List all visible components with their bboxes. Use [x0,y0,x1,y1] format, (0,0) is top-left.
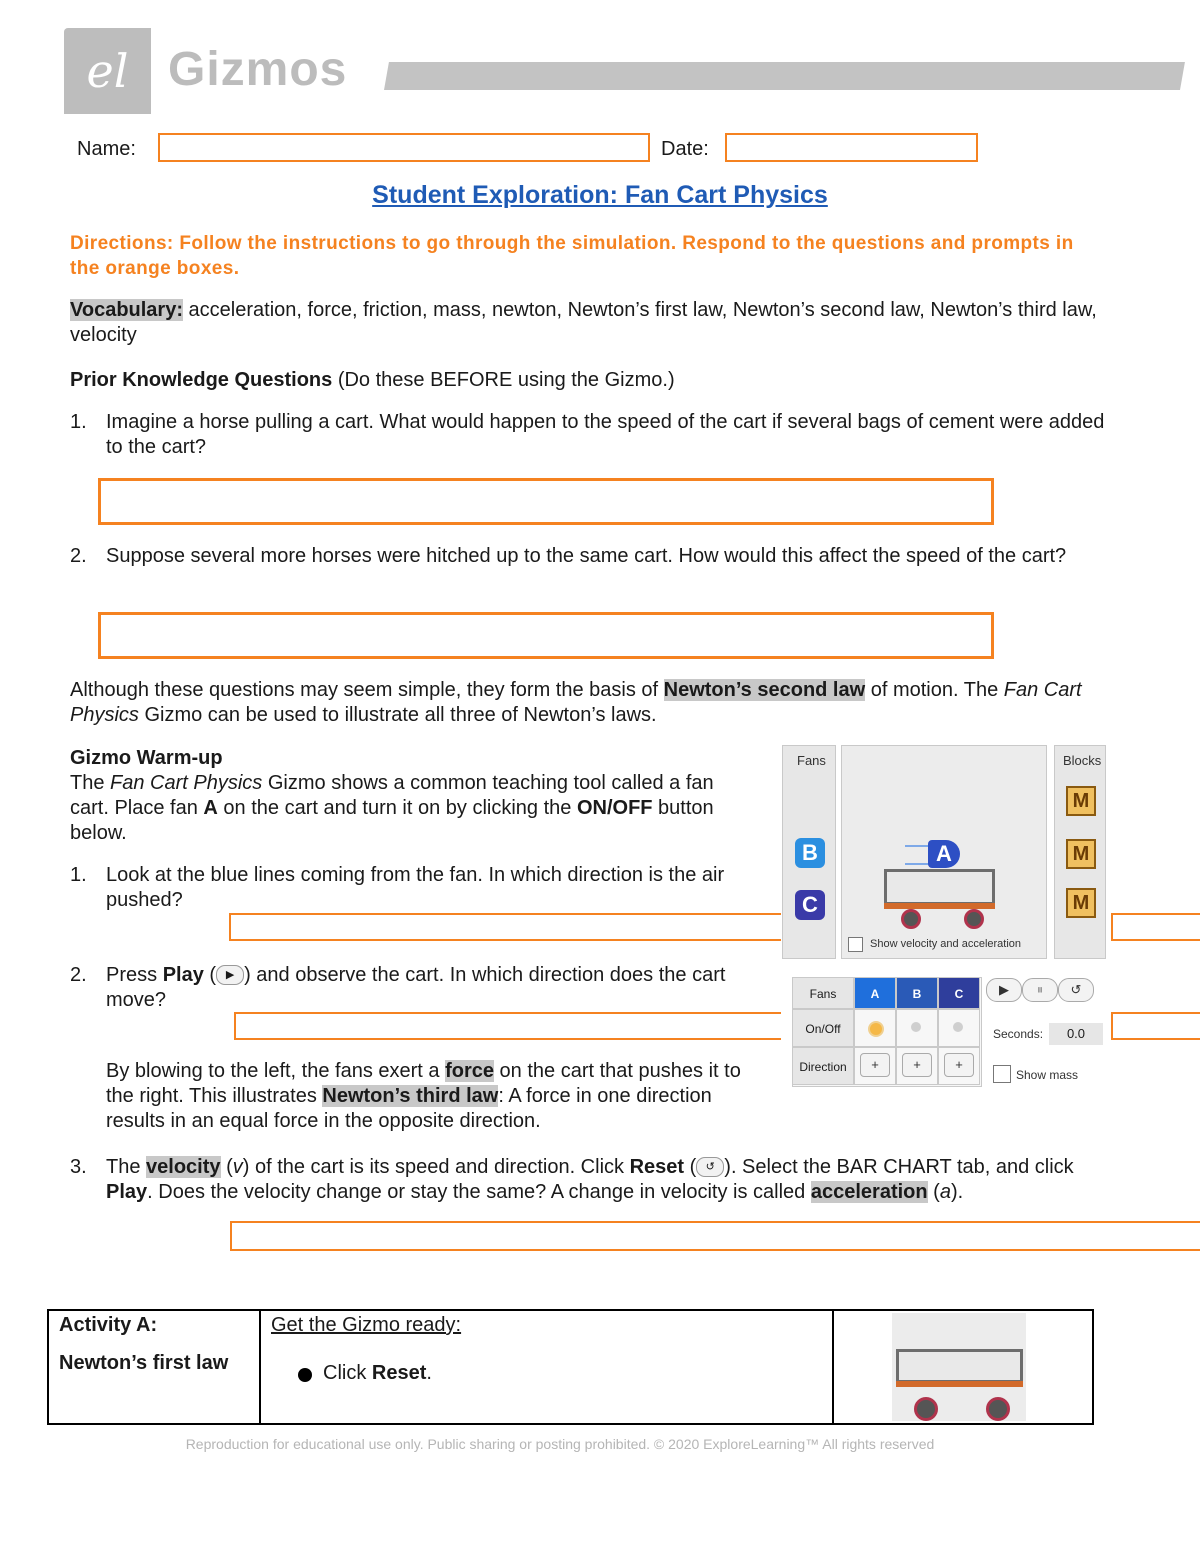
fan-b-direction-button[interactable]: + [902,1053,932,1077]
warmup-question-3: The velocity (v) of the cart is its speed and direction. Click Reset ( ↺ ). Select the BAR CHART tab, and click Play. Does the velocity change or stay the same? A change in velocity is called acceleration (a). [106,1156,1074,1203]
prior-question-2: Suppose several more horses were hitched up to the same cart. How would this affect the speed of the cart? [106,545,1067,567]
cart-thumbnail-wheel [986,1397,1010,1421]
prior-question-1: Imagine a horse pulling a cart. What would happen to the speed of the cart if several bags of cement were added to the cart? [106,411,1105,458]
question-number: 2. [70,964,87,986]
mass-block-icon[interactable]: M [1066,839,1096,869]
answer-box-warmup-2[interactable] [234,1012,781,1040]
name-field[interactable] [158,133,650,162]
fan-a-icon: A [928,840,960,868]
answer-box-warmup-2-continued[interactable] [1111,1012,1200,1040]
answer-box-warmup-3[interactable] [230,1221,1200,1251]
reset-button[interactable]: ↺ [1058,978,1094,1002]
question-number: 1. [70,411,87,433]
cart-base [884,903,995,909]
cart-thumbnail-wheel [914,1397,938,1421]
cart-wheel [964,909,984,929]
vocabulary-label: Vocabulary: [70,299,183,321]
gizmos-logo-text: Gizmos [168,43,348,96]
controls-fan-c-column: C [938,977,980,1009]
vocabulary-terms: acceleration, force, friction, mass, newton, Newton’s first law, Newton’s second law, Newton’s third law, velocity [70,299,1097,346]
cart-wheel [901,909,921,929]
controls-direction-row-label: Direction [792,1047,854,1085]
controls-onoff-row-label: On/Off [792,1009,854,1047]
prior-knowledge-title: Prior Knowledge Questions [70,369,333,391]
controls-fans-header: Fans [792,977,854,1009]
answer-box-warmup-1[interactable] [229,913,781,941]
fan-c-onoff-button[interactable] [953,1022,963,1032]
seconds-display: 0.0 [1049,1023,1103,1045]
mass-block-icon[interactable]: M [1066,786,1096,816]
worksheet-title: Student Exploration: Fan Cart Physics [372,181,828,209]
fan-c-direction-button[interactable]: + [944,1053,974,1077]
get-ready-heading: Get the Gizmo ready: [271,1314,462,1336]
vocabulary-paragraph [70,298,1120,348]
explorelearning-logo-icon: el [86,44,129,98]
warmup-question-2: Press Play ( ▶ ) and observe the cart. In which direction does the cart move? [106,964,726,1011]
fan-a-onoff-button[interactable] [868,1021,884,1037]
prior-knowledge-note: (Do these BEFORE using the Gizmo.) [332,369,675,391]
third-law-paragraph: By blowing to the left, the fans exert a force on the cart that pushes it to the right. This illustrates Newton’s third law: A force in one direction results in an equal force in the opposite direction. [106,1060,741,1132]
seconds-label: Seconds: [993,1027,1044,1041]
show-mass-label: Show mass [1016,1068,1079,1082]
date-field[interactable] [725,133,978,162]
table-divider [832,1309,834,1425]
table-divider [259,1309,261,1425]
controls-fan-b-column: B [896,977,938,1009]
play-icon: ▶ [216,965,244,985]
header-decorative-bar [384,62,1185,90]
onoff-reference: ON/OFF [576,797,653,819]
prior-knowledge-heading [70,368,675,393]
term-newtons-third-law: Newton’s third law [322,1085,499,1107]
cart-thumbnail-body [896,1349,1023,1383]
cart-thumbnail-base [896,1381,1023,1387]
fan-b-icon[interactable]: B [795,838,825,868]
copyright-footer: Reproduction for educational use only. Public sharing or posting prohibited. © 2020 ExploreLearning™ All rights reserved [185,1436,935,1452]
answer-box-warmup-1-continued[interactable] [1111,913,1200,941]
answer-box-prior-2[interactable] [98,612,994,659]
show-velocity-label: Show velocity and acceleration [870,938,1022,950]
fan-a-direction-button[interactable]: + [860,1053,890,1077]
mass-block-icon[interactable]: M [1066,888,1096,918]
answer-box-prior-1[interactable] [98,478,994,525]
term-force: force [445,1060,494,1082]
fan-b-onoff-button[interactable] [911,1022,921,1032]
second-law-paragraph: Although these questions may seem simple, they form the basis of Newton’s second law of motion. The Fan Cart Physics Gizmo can be used to illustrate all three of Newton’s laws. [70,679,1082,726]
term-velocity: velocity [146,1156,221,1178]
term-acceleration: acceleration [810,1181,928,1203]
date-label: Date: [661,138,709,160]
fan-c-icon[interactable]: C [795,890,825,920]
term-newtons-second-law: Newton’s second law [663,679,866,701]
reset-icon: ↺ [696,1157,724,1177]
play-button[interactable]: ▶ [986,978,1022,1002]
warmup-question-1: Look at the blue lines coming from the fan. In which direction is the air pushed? [106,864,725,911]
show-mass-checkbox[interactable] [993,1065,1011,1083]
show-velocity-checkbox[interactable] [848,937,863,952]
pause-button[interactable]: ⏸ [1022,978,1058,1002]
fans-panel-label: Fans [797,753,826,768]
controls-fan-a-column: A [854,977,896,1009]
activity-subtitle: Newton’s first law [59,1352,229,1374]
question-number: 3. [70,1156,87,1178]
directions-text: Directions: Follow the instructions to go through the simulation. Respond to the questions and prompts in the orange boxes. [70,233,1074,279]
click-reset-instruction: Click Reset. [323,1362,432,1384]
bullet-point [298,1368,312,1382]
name-label: Name: [77,138,136,160]
question-number: 1. [70,864,87,886]
warmup-section: Gizmo Warm-up The Fan Cart Physics Gizmo shows a common teaching tool called a fan cart. Place fan A on the cart and turn it on by clicking the ON/OFF button below. [70,747,714,844]
fan-cart [884,869,995,905]
question-number: 2. [70,545,87,567]
activity-title: Activity A: [59,1314,158,1336]
warmup-heading: Gizmo Warm-up [70,747,223,769]
blocks-panel-label: Blocks [1063,753,1102,768]
